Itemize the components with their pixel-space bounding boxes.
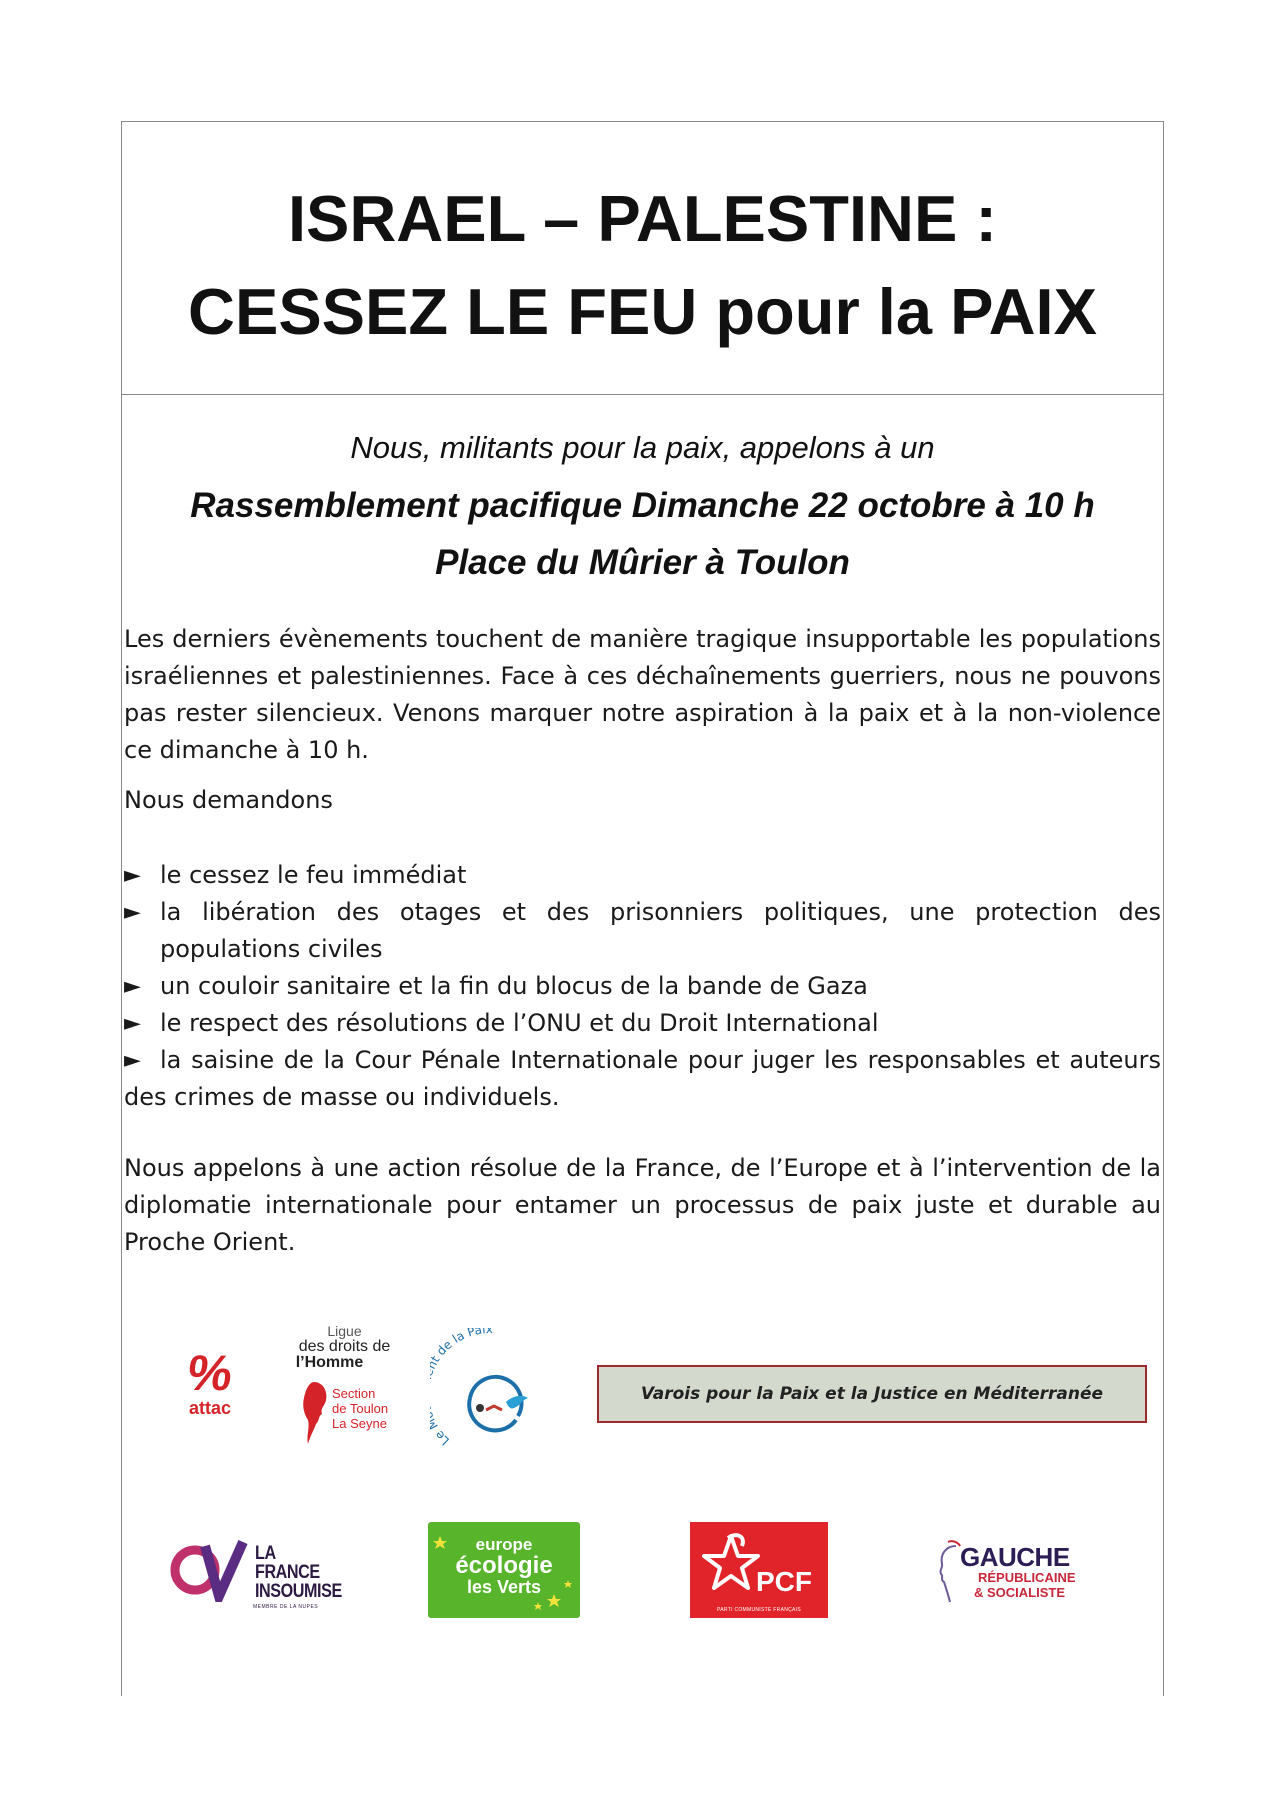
lfi-line-1: LA — [255, 1543, 276, 1564]
list-item — [124, 968, 1161, 1005]
paragraph-intro — [124, 621, 1161, 769]
attac-label: attac — [188, 1398, 232, 1418]
bullet-arrow-icon: ► — [124, 900, 141, 925]
pcf-sub: PARTI COMMUNISTE FRANÇAIS — [717, 1607, 801, 1613]
varois-label: Varois pour la Paix et la Justice en Méditerranée — [640, 1384, 1104, 1404]
bullet-arrow-icon: ► — [124, 1048, 141, 1073]
mouvement-paix-logo — [430, 1328, 555, 1453]
ldh-line-1: Ligue — [327, 1323, 362, 1339]
lfi-phi-icon — [165, 1536, 253, 1602]
ldh-section-line-1: Section — [332, 1386, 376, 1401]
lfi-label — [255, 1544, 342, 1601]
demands-intro: Nous demandons — [124, 786, 333, 814]
frame-right-border — [1163, 121, 1164, 1696]
grs-line-2: RÉPUBLICAINE — [978, 1570, 1076, 1585]
eelv-line-1: europe — [475, 1535, 533, 1554]
attac-logo — [180, 1345, 240, 1430]
demands-heading-block — [124, 782, 1161, 819]
pcf-logo — [690, 1522, 828, 1618]
eelv-line-2: écologie — [455, 1552, 553, 1579]
lfi-line-2: FRANCE — [255, 1562, 320, 1583]
bullet-arrow-icon: ► — [124, 1011, 141, 1036]
list-item — [124, 1042, 1161, 1116]
bullet-arrow-icon: ► — [124, 974, 141, 999]
demands-list — [124, 857, 1161, 1116]
title-line-2: CESSEZ LE FEU pour la PAIX — [188, 275, 1097, 348]
call-intro: Nous, militants pour la paix, appelons à un — [350, 430, 935, 465]
pcf-label: PCF — [756, 1566, 812, 1597]
list-item — [124, 857, 1161, 894]
paragraph-1: Les derniers évènements touchent de manière tragique insupportable les populations israéliennes et palestiniennes. Face à ces déchaînements guerriers, nous ne pouvons pas rester silencieux. Venons marquer notre aspiration à la paix et à la non-violence ce dimanche à 10 h. — [124, 625, 1161, 764]
eelv-stars-icon — [428, 1522, 580, 1618]
lfi-logo — [165, 1532, 350, 1612]
ldh-section-line-2: de Toulon — [332, 1401, 389, 1416]
event-place: Place du Mûrier à Toulon — [435, 543, 850, 582]
demand-text: le cessez le feu immédiat — [160, 861, 467, 889]
lfi-line-3: INSOUMISE — [255, 1581, 342, 1602]
demand-text: la libération des otages et des prisonniers politiques, une protection des populations civiles — [160, 898, 1161, 963]
eelv-line-3: les Verts — [466, 1577, 542, 1597]
demand-text: le respect des résolutions de l’ONU et du Droit International — [160, 1009, 879, 1037]
ldh-line-2: des droits de — [298, 1338, 391, 1355]
bullet-arrow-icon: ► — [124, 863, 141, 888]
ldh-profile-icon — [300, 1380, 330, 1446]
title-line-1: ISRAEL – PALESTINE : — [287, 182, 998, 255]
mouvement-paix-circle-icon — [430, 1328, 555, 1453]
page-title — [122, 172, 1163, 358]
ldh-logo — [272, 1324, 417, 1446]
ldh-section-line-3: La Seyne — [332, 1416, 387, 1431]
grs-line-3: & SOCIALISTE — [974, 1585, 1066, 1600]
ldh-line-3: l’Homme — [295, 1354, 364, 1371]
pcf-star-icon — [702, 1532, 760, 1598]
attac-percent-icon: % — [183, 1345, 237, 1401]
demand-text: la saisine de la Cour Pénale Internationale pour juger les responsables et auteurs des crimes de masse ou individuels. — [124, 1046, 1161, 1111]
lfi-sub: MEMBRE DE LA NUPES — [253, 1604, 319, 1610]
paragraph-closing — [124, 1150, 1161, 1261]
header-divider — [121, 394, 1164, 395]
svg-text:Le Mouvement de la Paix — [430, 1328, 493, 1448]
ldh-section — [332, 1386, 388, 1431]
list-item — [124, 894, 1161, 968]
list-item — [124, 1005, 1161, 1042]
varois-logo — [597, 1365, 1147, 1423]
demand-text: un couloir sanitaire et la fin du blocus de la bande de Gaza — [160, 972, 868, 1000]
paragraph-2: Nous appelons à une action résolue de la France, de l’Europe et à l’intervention de la diplomatie internationale pour entamer un processus de paix juste et durable au Proche Orient. — [124, 1154, 1161, 1256]
grs-logo — [936, 1540, 1086, 1608]
eelv-logo — [428, 1522, 580, 1618]
mouvement-paix-label: Le de la Paix — [432, 1328, 494, 1449]
frame-top-border — [121, 121, 1164, 122]
grs-line-1: GAUCHE — [960, 1542, 1070, 1572]
event-headline: Rassemblement pacifique Dimanche 22 octobre à 10 h — [190, 486, 1095, 525]
